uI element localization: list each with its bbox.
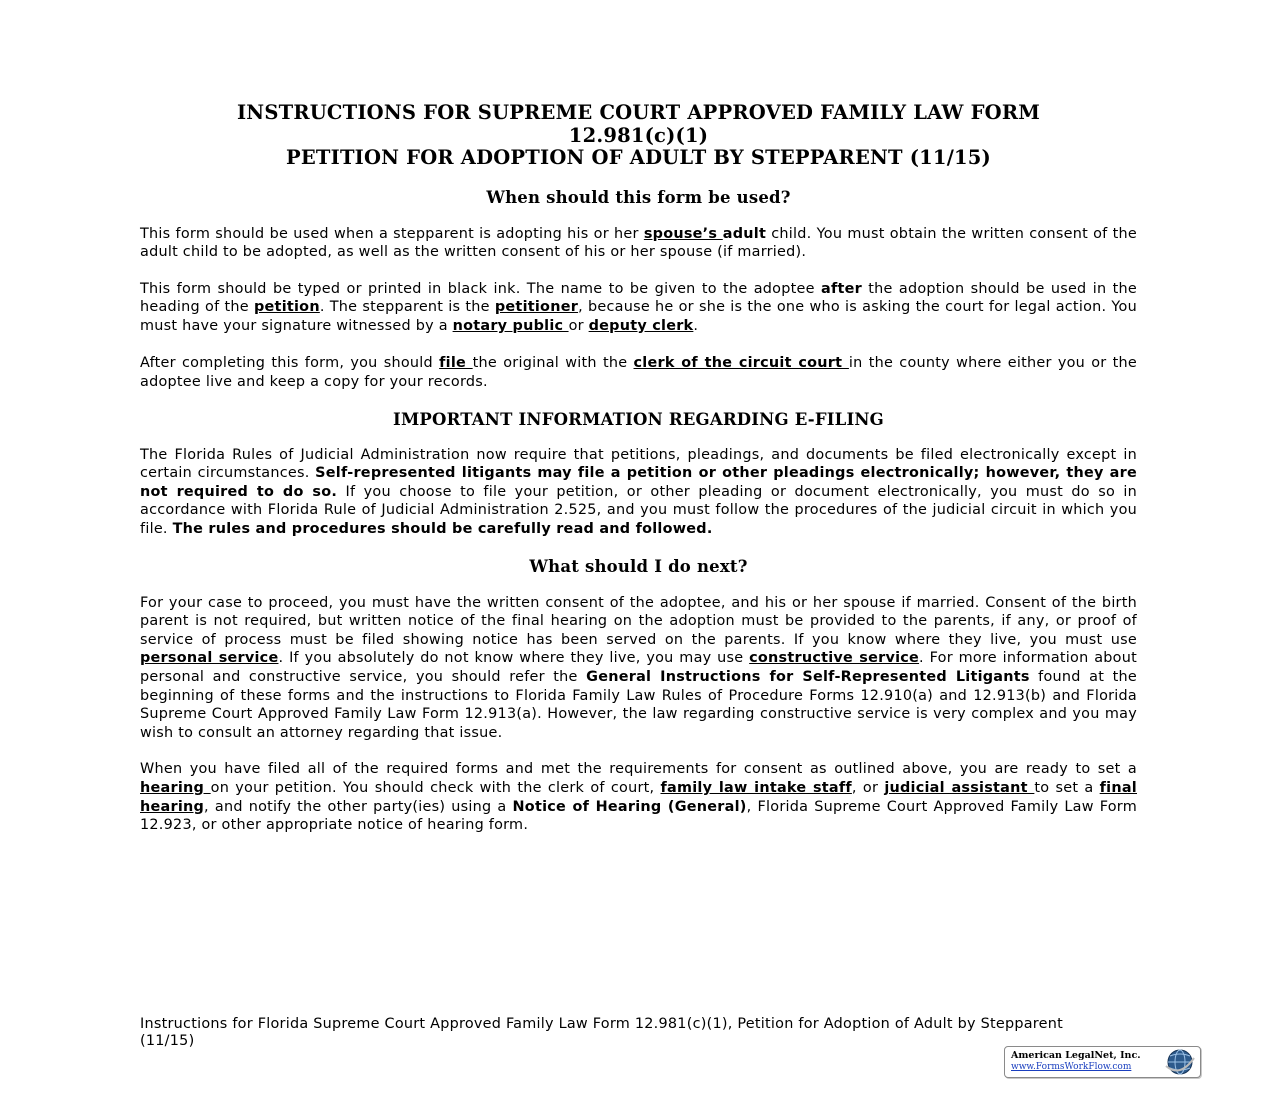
paragraph-text: , or (851, 779, 885, 796)
paragraph-text: This form should be typed or printed in black ink. The name to be given to the adoptee (140, 280, 821, 297)
glossary-term: deputy clerk (588, 317, 694, 334)
paragraph-text: the adoption should be used in the heading of the (140, 280, 1137, 316)
paragraph-text: After completing this form, you should (140, 355, 440, 372)
paragraph-text: the original with the (472, 355, 634, 372)
glossary-term: clerk of the circuit court (633, 355, 849, 372)
document-title (140, 102, 1137, 170)
paragraph-text: , Florida Supreme Court Approved Family Law Form 12.923, or other appropriate notice of hearing form. (140, 798, 1137, 834)
document-page (140, 102, 1137, 835)
paragraph-when-3 (140, 354, 1137, 391)
globe-icon (1163, 1048, 1197, 1076)
publisher-logo[interactable] (1004, 1046, 1201, 1078)
glossary-term: hearing (140, 779, 211, 796)
glossary-term: constructive service (749, 650, 920, 667)
title-line-3: PETITION FOR ADOPTION OF ADULT BY STEPPARENT (11/15) (285, 146, 991, 169)
paragraph-text: . The stepparent is the (319, 299, 495, 316)
paragraph-text: or (568, 317, 589, 334)
paragraph-when-2 (140, 280, 1137, 336)
glossary-term: personal service (140, 650, 279, 667)
glossary-term: spouse’s (643, 225, 723, 242)
title-line-2: 12.981(c)(1) (568, 123, 709, 147)
glossary-term: notary public (452, 317, 569, 334)
emphasis-text: adult (722, 225, 767, 242)
emphasis-text: Self-represented litigants may file a petition or other pleadings electronically; however, they are not required to do so. (140, 465, 1137, 500)
paragraph-text: For your case to proceed, you must have the written consent of the adoptee, and his or her spouse if married. Consent of the birth parent is not required, but written notice of the final hearing on the adoption must be provided to the parents, if any, or proof of service of process must be filed showing notice has been served on the parents. If you know where they live, you must use (140, 594, 1137, 648)
title-line-1: INSTRUCTIONS FOR SUPREME COURT APPROVED FAMILY LAW FORM (236, 101, 1041, 124)
paragraph-text: . (693, 317, 699, 334)
paragraph-text: . For more information about personal and constructive service, you should refer the (140, 650, 1137, 685)
heading-what-next: What should I do next? (529, 556, 748, 576)
paragraph-when-1 (140, 225, 1137, 262)
paragraph-next-1 (140, 594, 1137, 743)
heading-when-used: When should this form be used? (486, 187, 791, 207)
paragraph-text: This form should be used when a stepparent is adopting his or her (140, 225, 644, 242)
paragraph-text: The Florida Rules of Judicial Administration now require that petitions, pleadings, and documents be filed electronically except in certain circumstances. (140, 446, 1137, 482)
paragraph-text: When you have filed all of the required forms and met the requirements for consent as outlined above, you are ready to set a (140, 761, 1137, 778)
glossary-term: petitioner (494, 299, 579, 316)
paragraph-text: , because he or she is the one who is asking the court for legal action. You must have your signature witnessed by a (140, 299, 1137, 334)
emphasis-text: after (820, 280, 862, 297)
glossary-term: family law intake staff (660, 779, 852, 796)
glossary-term: final hearing (140, 779, 1137, 815)
paragraph-text: on your petition. You should check with the clerk of court, (210, 779, 661, 796)
glossary-term: file (439, 355, 473, 372)
logo-url-link[interactable]: www.FormsWorkFlow.com (1011, 1062, 1132, 1072)
paragraph-text: to set a (1034, 779, 1100, 796)
glossary-term: judicial assistant (884, 779, 1035, 796)
paragraph-next-2 (140, 760, 1137, 834)
emphasis-text: Notice of Hearing (General) (512, 798, 747, 815)
paragraph-text: , and notify the other party(ies) using a (204, 798, 513, 815)
glossary-term: petition (254, 299, 320, 316)
page-footer: Instructions for Florida Supreme Court Approved Family Law Form 12.981(c)(1), Petition for Adoption of Adult by Stepparent (11/15) (140, 1016, 1064, 1049)
paragraph-text: child. You must obtain the written consent of the adult child to be adopted, as well as the written consent of his or her spouse (if married). (140, 225, 1137, 261)
paragraph-text: in the county where either you or the adoptee live and keep a copy for your records. (140, 355, 1138, 391)
paragraph-efiling (140, 446, 1137, 539)
paragraph-text: If you choose to file your petition, or other pleading or document electronically, you must do so in accordance with Florida Rule of Judicial Administration 2.525, and you must follow the procedures of the judicial circuit in which you file. (140, 483, 1137, 538)
heading-efiling: IMPORTANT INFORMATION REGARDING E-FILING (393, 409, 884, 429)
logo-company-name: American LegalNet, Inc. (1011, 1050, 1141, 1061)
emphasis-text: General Instructions for Self-Represented Litigants (586, 669, 1030, 685)
emphasis-text: The rules and procedures should be carefully read and followed. (172, 521, 713, 538)
paragraph-text: found at the beginning of these forms and the instructions to Florida Family Law Rules of Procedure Forms 12.910(a) and 12.913(b) and Florida Supreme Court Approved Family Law Form 12.913(a). However, the law regarding constructive service is very complex and you may wish to consult an attorney regarding that issue. (140, 669, 1137, 741)
paragraph-text: . If you absolutely do not know where they live, you may use (278, 650, 750, 667)
